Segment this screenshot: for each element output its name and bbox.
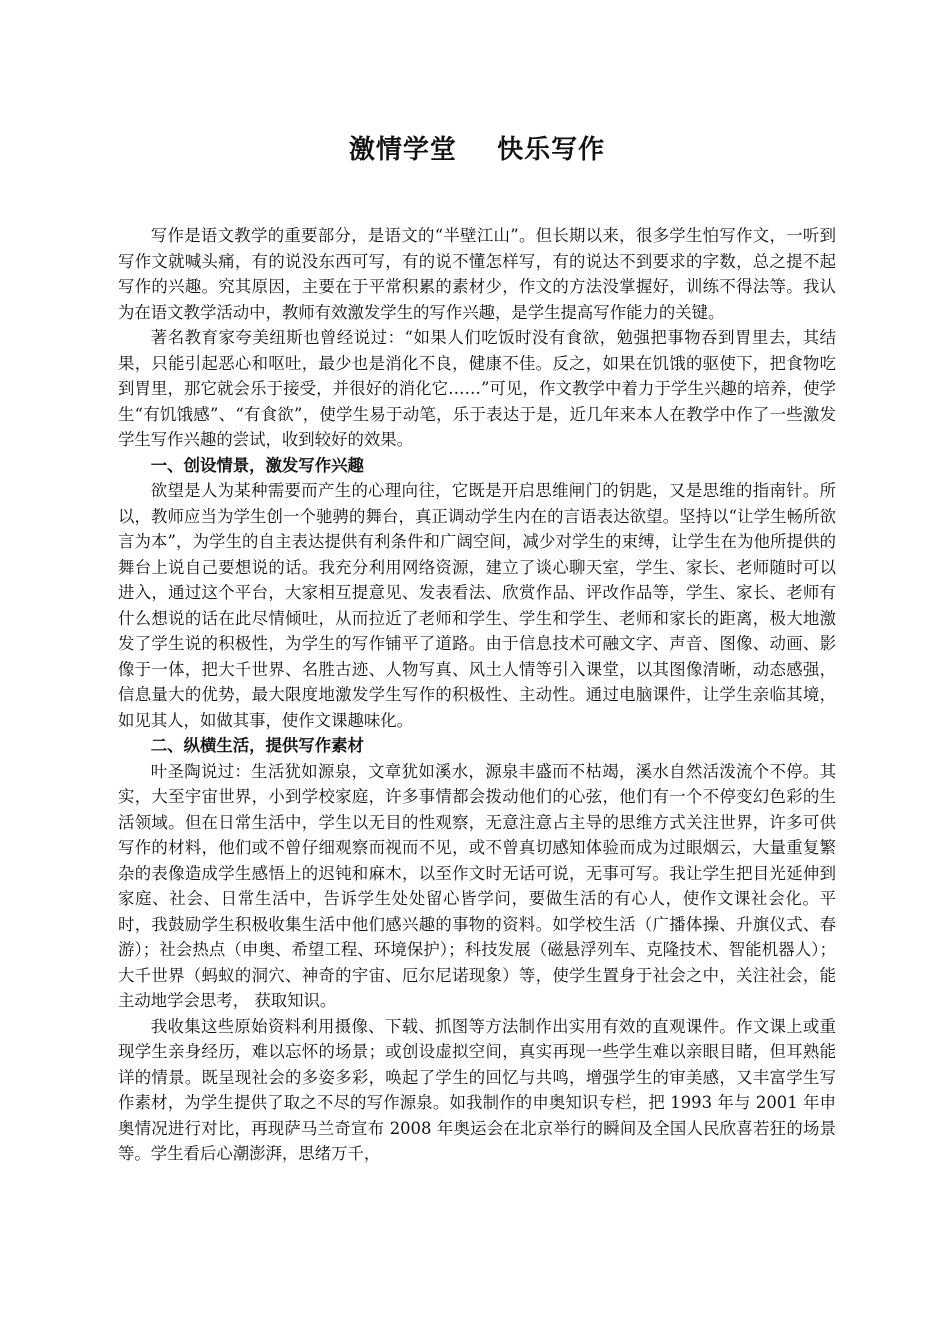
paragraph-section-2-continued: 我收集这些原始资料利用摄像、下载、抓图等方法制作出实用有效的直观课件。作文课上或重现学生亲身经历，难以忘怀的场景；或创设虚拟空间，真实再现一些学生难以亲眼目睹，但耳熟能详的情景。既呈现社会的多姿多彩，唤起了学生的回忆与共鸣，增强学生的审美感，又丰富学生写作素材，为学生提供了取之不尽的写作源泉。如我制作的申奥知识专栏，把 1993 年与 2001 年申奥情况进行对比，再现萨马兰奇宣布 2008 年奥运会在北京举行的瞬间及全国人民欣喜若狂的场景等。学生看后心潮澎湃，思绪万千， <box>118 1016 836 1163</box>
document-page <box>118 0 836 1167</box>
document-title: 激情学堂 快乐写作 <box>348 135 606 165</box>
paragraph-intro: 写作是语文教学的重要部分，是语文的“半壁江山”。但长期以来，很多学生怕写作文，一听到写作文就喊头痛，有的说没东西可写，有的说不懂怎样写，有的说达不到要求的字数，总之提不起写作的兴趣。究其原因，主要在于平常积累的素材少，作文的方法没掌握好，训练不得法等。我认为在语文教学活动中，教师有效激发学生的写作兴趣，是学生提高写作能力的关键。 <box>118 226 836 322</box>
document-body <box>118 223 836 1167</box>
paragraph-quote: 著名教育家夸美纽斯也曾经说过：“如果人们吃饭时没有食欲，勉强把事物吞到胃里去，其结果，只能引起恶心和呕吐，最少也是消化不良，健康不佳。反之，如果在饥饿的驱使下，把食物吃到胃里，那它就会乐于接受，并很好的消化它……”可见，作文教学中着力于学生兴趣的培养，使学生“有饥饿感”、“有食欲”，使学生易于动笔，乐于表达于是，近几年来本人在教学中作了一些激发学生写作兴趣的尝试，收到较好的效果。 <box>118 328 836 449</box>
section-heading-2: 二、纵横生活，提供写作素材 <box>150 736 364 755</box>
paragraph-section-2: 叶圣陶说过：生活犹如源泉，文章犹如溪水，源泉丰盛而不枯竭，溪水自然活泼流个不停。其实，大至宇宙世界，小到学校家庭，许多事情都会拨动他们的心弦，他们有一个不停变幻色彩的生活领域。但在日常生活中，学生以无目的性观察，无意注意占主导的思维方式关注世界，许多可供写作的材料，他们或不曾仔细观察而视而不见，或不曾真切感知体验而成为过眼烟云，大量重复繁杂的表像造成学生感悟上的迟钝和麻木，以至作文时无话可说，无事可写。我让学生把目光延伸到家庭、社会、日常生活中，告诉学生处处留心皆学问，要做生活的有心人，使作文课社会化。平时，我鼓励学生积极收集生活中他们感兴趣的事物的资料。如学校生活（广播体操、升旗仪式、春游）；社会热点（申奥、希望工程、环境保护）；科技发展（磁悬浮列车、克隆技术、智能机器人）；大千世界（蚂蚁的洞穴、神奇的宇宙、厄尔尼诺现象）等，使学生置身于社会之中，关注社会，能主动地学会思考， 获取知识。 <box>118 761 836 1010</box>
paragraph-section-1: 欲望是人为某种需要而产生的心理向往，它既是开启思维闸门的钥匙，又是思维的指南针。所以，教师应当为学生创一个驰骋的舞台，真正调动学生内在的言语表达欲望。坚持以“让学生畅所欲言为本”，为学生的自主表达提供有利条件和广阔空间，减少对学生的束缚，让学生在为他所提供的舞台上说自己要想说的话。我充分利用网络资源，建立了谈心聊天室，学生、家长、老师随时可以进入，通过这个平台，大家相互提意见、发表看法、欣赏作品、评改作品等，学生、家长、老师有什么想说的话在此尽情倾吐，从而拉近了老师和学生、学生和学生、老师和家长的距离，极大地激发了学生说的积极性，为学生的写作铺平了道路。由于信息技术可融文字、声音、图像、动画、影像于一体，把大千世界、名胜古迹、人物写真、风土人情等引入课堂，以其图像清晰，动态感强，信息量大的优势，最大限度地激发学生写作的积极性、主动性。通过电脑课件，让学生亲临其境，如见其人，如做其事，使作文课趣味化。 <box>118 481 836 730</box>
section-heading-1: 一、创设情景，激发写作兴趣 <box>150 455 364 475</box>
